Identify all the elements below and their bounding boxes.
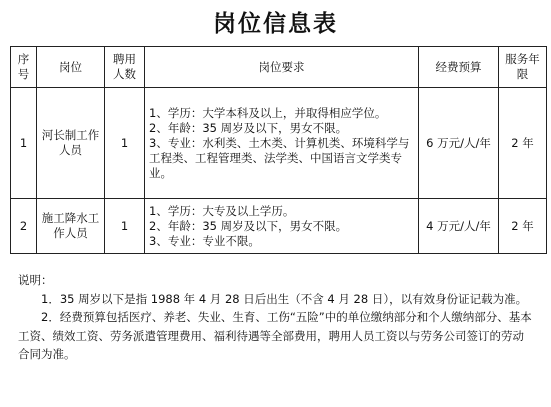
cell-count: 1 (105, 199, 145, 254)
notes-section (18, 271, 534, 364)
cell-years: 2 年 (499, 88, 547, 199)
notes-heading: 说明： (18, 273, 53, 287)
cell-post: 施工降水工作人员 (37, 199, 105, 254)
job-info-table (10, 46, 547, 254)
table-header-row (11, 47, 547, 88)
note-item: 2．经费预算包括医疗、养老、失业、生育、工伤“五险”中的单位缴纳部分和个人缴纳部分、基本工资、绩效工资、劳务派遣管理费用、福利待遇等全部费用，聘用人员工资以与劳务公司签订的劳动合同为准。 (18, 310, 532, 361)
cell-count: 1 (105, 88, 145, 199)
cell-budget: 4 万元/人/年 (419, 199, 499, 254)
requirement-line: 2、年龄：35 周岁及以下，男女不限。 (149, 218, 348, 233)
requirement-line: 2、年龄：35 周岁及以下，男女不限。 (149, 120, 348, 135)
requirement-line: 1、学历：大学本科及以上，并取得相应学位。 (149, 105, 387, 120)
cell-no: 2 (11, 199, 37, 254)
header-post: 岗位 (37, 47, 105, 88)
header-count: 聘用人数 (105, 47, 145, 88)
requirement-line: 3、专业：水利类、土木类、计算机类、环境科学与工程类、工程管理类、法学类、中国语言文学类专业。 (149, 135, 410, 180)
header-budget: 经费预算 (419, 47, 499, 88)
header-requirements: 岗位要求 (145, 47, 419, 88)
cell-years: 2 年 (499, 199, 547, 254)
table-row (11, 88, 547, 199)
cell-budget: 6 万元/人/年 (419, 88, 499, 199)
header-years: 服务年限 (499, 47, 547, 88)
note-item: 1．35 周岁以下是指 1988 年 4 月 28 日后出生（不含 4 月 28 日），以有效身份证记载为准。 (41, 291, 528, 306)
requirement-line: 3、专业：专业不限。 (149, 233, 260, 248)
header-no: 序号 (11, 47, 37, 88)
cell-requirements (145, 199, 419, 254)
cell-no: 1 (11, 88, 37, 199)
cell-requirements (145, 88, 419, 199)
page-title: 岗位信息表 (213, 11, 338, 37)
table-row (11, 199, 547, 254)
cell-post: 河长制工作人员 (37, 88, 105, 199)
requirement-line: 1、学历：大专及以上学历。 (149, 203, 295, 218)
